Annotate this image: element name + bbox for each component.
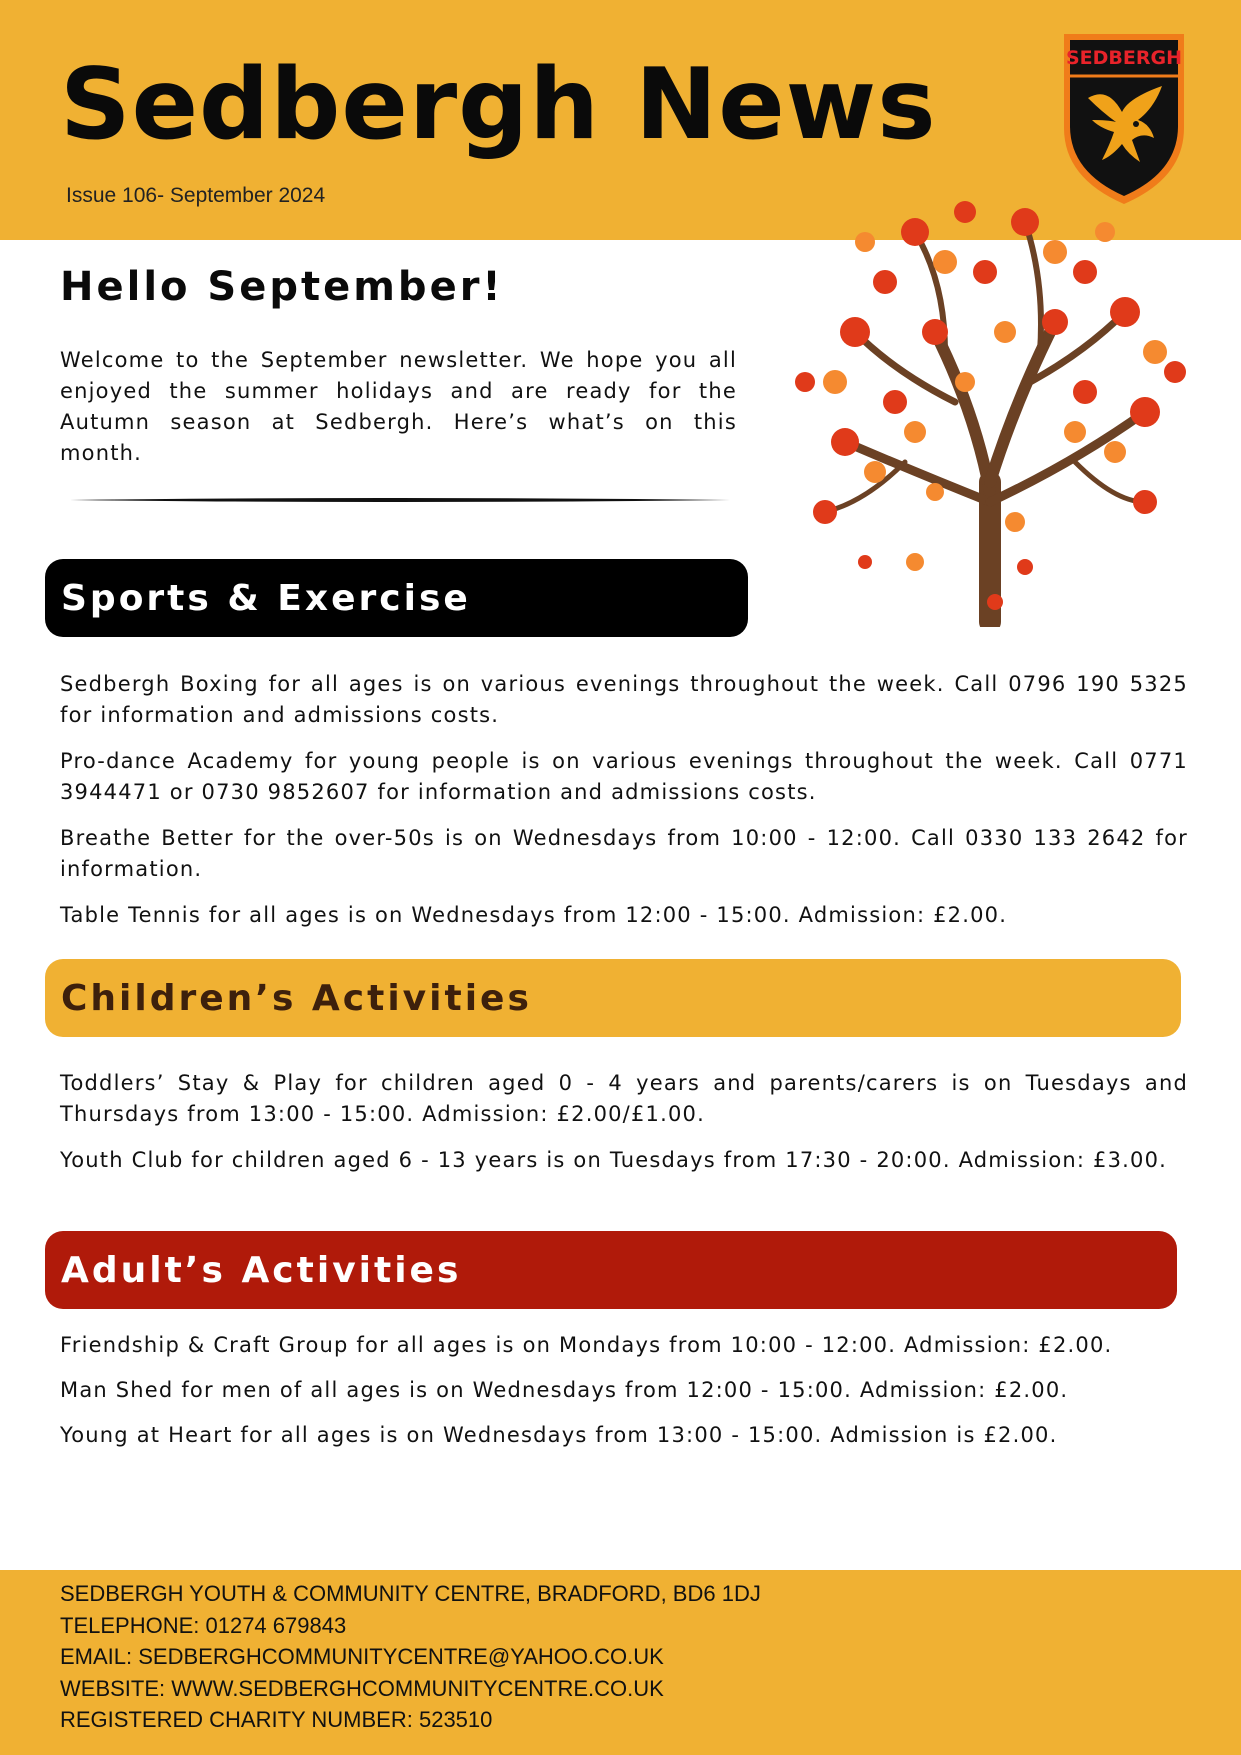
list-item: Table Tennis for all ages is on Wednesdays from 12:00 - 15:00. Admission: £2.00. (60, 903, 1008, 927)
list-item: Pro-dance Academy for young people is on various evenings throughout the week. Call 0771 3944471 or 0730 9852607 for information and admissions costs. (60, 749, 1188, 804)
list-item: Friendship & Craft Group for all ages is on Mondays from 10:00 - 12:00. Admission: £2.00. (60, 1333, 1113, 1357)
list-item: Toddlers’ Stay & Play for children aged 0 - 4 years and parents/carers is on Tuesdays and Thursdays from 13:00 - 15:00. Admission: £2.00/£1.00. (60, 1071, 1188, 1126)
footer-address: SEDBERGH YOUTH & COMMUNITY CENTRE, BRADFORD, BD6 1DJ (60, 1581, 761, 1606)
sedbergh-crest-logo (1058, 28, 1190, 208)
footer-contact (60, 1578, 761, 1736)
footer-charity-number: REGISTERED CHARITY NUMBER: 523510 (60, 1707, 493, 1732)
intro-heading: Hello September! (60, 264, 504, 310)
list-item: Man Shed for men of all ages is on Wednesdays from 12:00 - 15:00. Admission: £2.00. (60, 1378, 1069, 1402)
section-title-sports: Sports & Exercise (61, 577, 471, 619)
list-item: Sedbergh Boxing for all ages is on various evenings throughout the week. Call 0796 190 5325 for information and admissions costs. (60, 672, 1188, 727)
section-title-children: Children’s Activities (61, 977, 532, 1019)
children-list (60, 1068, 1188, 1191)
section-title-adults: Adult’s Activities (61, 1249, 462, 1291)
intro-text: Welcome to the September newsletter. We hope you all enjoyed the summer holidays and are ready for the Autumn season at Sedbergh. Here’s what’s on this month. (60, 348, 737, 465)
divider-line (70, 494, 730, 506)
sports-list (60, 669, 1188, 946)
footer-email: EMAIL: SEDBERGHCOMMUNITYCENTRE@YAHOO.CO.UK (60, 1644, 664, 1669)
list-item: Breathe Better for the over-50s is on Wednesdays from 10:00 - 12:00. Call 0330 133 2642 for information. (60, 826, 1188, 881)
autumn-tree-illustration (785, 182, 1195, 627)
footer-telephone: TELEPHONE: 01274 679843 (60, 1612, 347, 1638)
footer-website: WEBSITE: WWW.SEDBERGHCOMMUNITYCENTRE.CO.UK (60, 1675, 664, 1701)
section-header-sports (45, 559, 748, 637)
newsletter-title: Sedbergh News (60, 48, 937, 162)
list-item: Youth Club for children aged 6 - 13 years is on Tuesdays from 17:30 - 20:00. Admission: £3.00. (60, 1148, 1168, 1172)
issue-label: Issue 106- September 2024 (66, 184, 326, 207)
adults-list (60, 1330, 1188, 1465)
svg-text:SEDBERGH: SEDBERGH (1065, 47, 1183, 69)
section-header-adults (45, 1231, 1177, 1309)
list-item: Young at Heart for all ages is on Wednesdays from 13:00 - 15:00. Admission is £2.00. (60, 1423, 1058, 1447)
section-header-children (45, 959, 1181, 1037)
